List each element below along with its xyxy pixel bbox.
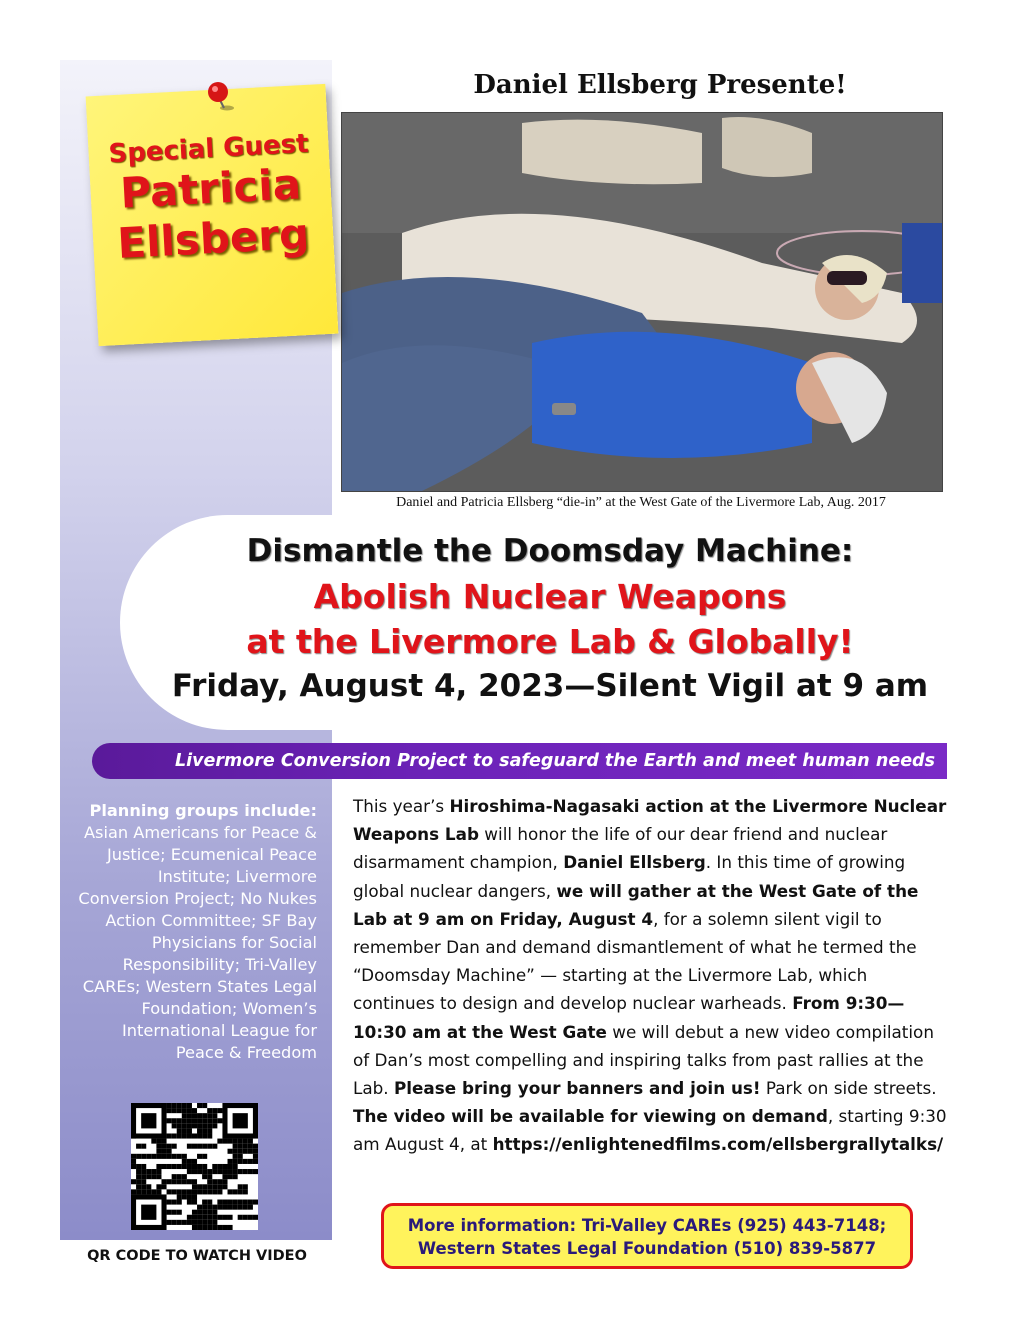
event-description — [353, 792, 953, 1159]
contact-line-2: Western States Legal Foundation (510) 839-5877 — [417, 1239, 877, 1258]
contact-line-1: More information: Tri-Valley CAREs (925) 443-7148; — [407, 1216, 887, 1235]
planning-groups-heading: Planning groups include: — [89, 801, 317, 820]
body-bold: Daniel Ellsberg — [563, 852, 706, 873]
body-text: , starting 9:30 am August 4, at — [353, 1106, 947, 1155]
page-title: Daniel Ellsberg Presente! — [473, 70, 847, 100]
qr-code-graphic — [131, 1103, 258, 1230]
body-text: will honor the life of our dear friend and nuclear disarmament champion, — [353, 824, 888, 873]
body-bold: From 9:30—10:30 am at the West Gate — [353, 993, 905, 1042]
body-text: , for a solemn silent vigil to remember Dan and demand dismantlement of what he termed the “Doomsday Machine” — starting at the Livermore Lab, which continues to design and develop nuclear warheads. — [353, 908, 917, 1014]
special-guest-label: Special Guest — [107, 128, 310, 170]
headline-line-2: Abolish Nuclear Weapons — [313, 577, 787, 616]
qr-code-label: QR CODE TO WATCH VIDEO — [87, 1248, 307, 1264]
body-bold: Please bring your banners and join us! — [393, 1078, 761, 1099]
video-link[interactable]: https://enlightenedfilms.com/ellsbergrallytalks/ — [492, 1134, 944, 1155]
contact-info-box — [381, 1203, 913, 1269]
qr-code[interactable] — [131, 1103, 258, 1230]
guest-last-name: Ellsberg — [116, 208, 311, 268]
special-guest-note — [86, 84, 339, 346]
body-text: This year’s — [353, 796, 450, 816]
body-text: . In this time of growing global nuclear dangers, — [353, 852, 906, 901]
body-text: Park on side streets. — [760, 1078, 937, 1099]
headline-line-1: Dismantle the Doomsday Machine: — [246, 533, 854, 569]
body-bold: The video will be available for viewing on demand — [353, 1106, 828, 1127]
project-banner: Livermore Conversion Project to safeguard the Earth and meet human needs — [92, 743, 947, 779]
body-bold: Hiroshima-Nagasaki action at the Livermore Nuclear Weapons Lab — [353, 796, 947, 845]
die-in-photo — [341, 112, 943, 492]
guest-first-name: Patricia — [119, 159, 303, 218]
event-date-line: Friday, August 4, 2023—Silent Vigil at 9 am — [171, 668, 929, 704]
body-text: we will debut a new video compilation of Dan’s most compelling and inspiring talks from past rallies at the Lab. — [353, 1021, 934, 1099]
pushpin-icon — [205, 80, 237, 112]
planning-groups — [72, 800, 317, 1064]
photo-caption: Daniel and Patricia Ellsberg “die-in” at the West Gate of the Livermore Lab, Aug. 2017 — [396, 495, 886, 510]
planning-groups-list: Asian Americans for Peace & Justice; Ecumenical Peace Institute; Livermore Conversion Project; No Nukes Action Committee; SF Bay Physicians for Social Responsibility; Tri-Valley CAREs; Western States Legal Foundation; Women’s International League for Peace & Freedom — [78, 823, 317, 1062]
photo-illustration — [342, 113, 942, 491]
headline-line-3: at the Livermore Lab & Globally! — [246, 622, 854, 661]
body-bold: we will gather at the West Gate of the Lab at 9 am on Friday, August 4 — [353, 880, 919, 929]
